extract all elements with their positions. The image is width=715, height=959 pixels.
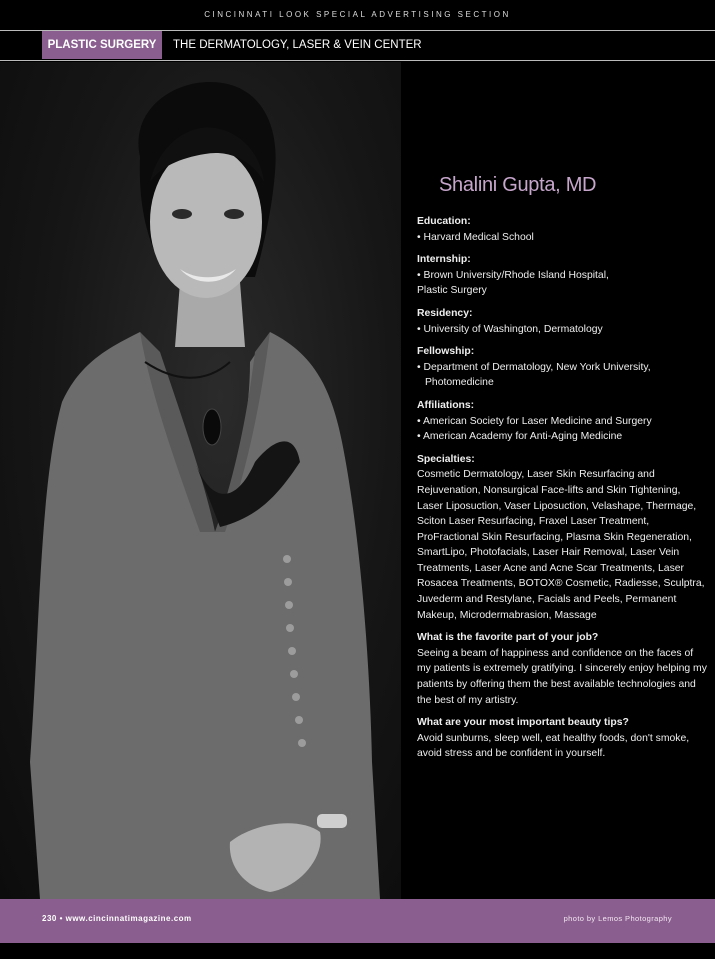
- qa-answer: Seeing a beam of happiness and confidence on the faces of my patients is extremely gratifying. I sincerely enjoy helping my patients by offering them the best available technologies and the best of my artistry.: [417, 647, 707, 706]
- fellowship-item: • Department of Dermatology, New York University,: [417, 361, 651, 373]
- section-title: THE DERMATOLOGY, LASER & VEIN CENTER: [173, 39, 422, 51]
- qa-question: What are your most important beauty tips?: [417, 717, 629, 729]
- residency-label: Residency:: [417, 307, 473, 319]
- photo-credit: photo by Lemos Photography: [563, 914, 672, 923]
- internship-item: • Brown University/Rhode Island Hospital,: [417, 269, 609, 281]
- portrait-illustration: [0, 62, 401, 899]
- footer-bar: [0, 899, 715, 943]
- fellowship-label: Fellowship:: [417, 346, 475, 358]
- affiliation-item: • American Academy for Anti-Aging Medicine: [417, 431, 623, 443]
- qa-question: What is the favorite part of your job?: [417, 632, 599, 644]
- profile-details: [417, 214, 707, 769]
- doctor-name: Shalini Gupta, MD: [439, 174, 597, 196]
- internship-label: Internship:: [417, 254, 471, 266]
- page-number: 230 • www.cincinnatimagazine.com: [42, 914, 192, 923]
- qa-answer: Avoid sunburns, sleep well, eat healthy foods, don't smoke, avoid stress and be confident in yourself.: [417, 732, 690, 760]
- section-bar: [0, 31, 715, 59]
- portrait-photo: [0, 62, 401, 899]
- affiliations-block: [417, 398, 707, 445]
- internship-block: [417, 252, 707, 299]
- education-block: [417, 214, 707, 245]
- section-tag: PLASTIC SURGERY: [42, 31, 162, 59]
- profile-panel: [417, 62, 707, 899]
- specialties-text: Cosmetic Dermatology, Laser Skin Resurfacing and Rejuvenation, Nonsurgical Face-lifts and Skin Tightening, Laser Liposuction, Vaser Liposuction, Velashape, Thermage, Sciton Laser Resurfacing, Fraxel Laser Treatment, ProFractional Skin Resurfacing, Plasma Skin Regeneration, SmartLipo, Photofacials, Laser Hair Removal, Laser Vein Treatments, Laser Acne and Acne Scar Treatments, Laser Rosacea Treatments, BOTOX® Cosmetic, Radiesse, Sculptra, Juvederm and Restylane, Facials and Peels, Permanent Makeup, Microdermabrasion, Massage: [417, 469, 705, 621]
- residency-block: [417, 306, 707, 337]
- qa-block-tips: [417, 715, 707, 762]
- running-head: CINCINNATI LOOK SPECIAL ADVERTISING SECTION: [204, 10, 511, 19]
- specialties-label: Specialties:: [417, 453, 475, 465]
- residency-item: • University of Washington, Dermatology: [417, 323, 603, 335]
- affiliation-item: • American Society for Laser Medicine and Surgery: [417, 415, 652, 427]
- education-label: Education:: [417, 216, 471, 227]
- bottom-margin: [0, 943, 715, 959]
- header-rule-bottom: [0, 60, 715, 61]
- fellowship-block: [417, 344, 707, 391]
- affiliations-label: Affiliations:: [417, 399, 475, 411]
- fellowship-item-cont: Photomedicine: [425, 377, 494, 389]
- specialties-block: [417, 452, 707, 624]
- internship-item-cont: Plastic Surgery: [417, 285, 487, 297]
- qa-block-favorite: [417, 630, 707, 708]
- education-item: • Harvard Medical School: [417, 231, 534, 243]
